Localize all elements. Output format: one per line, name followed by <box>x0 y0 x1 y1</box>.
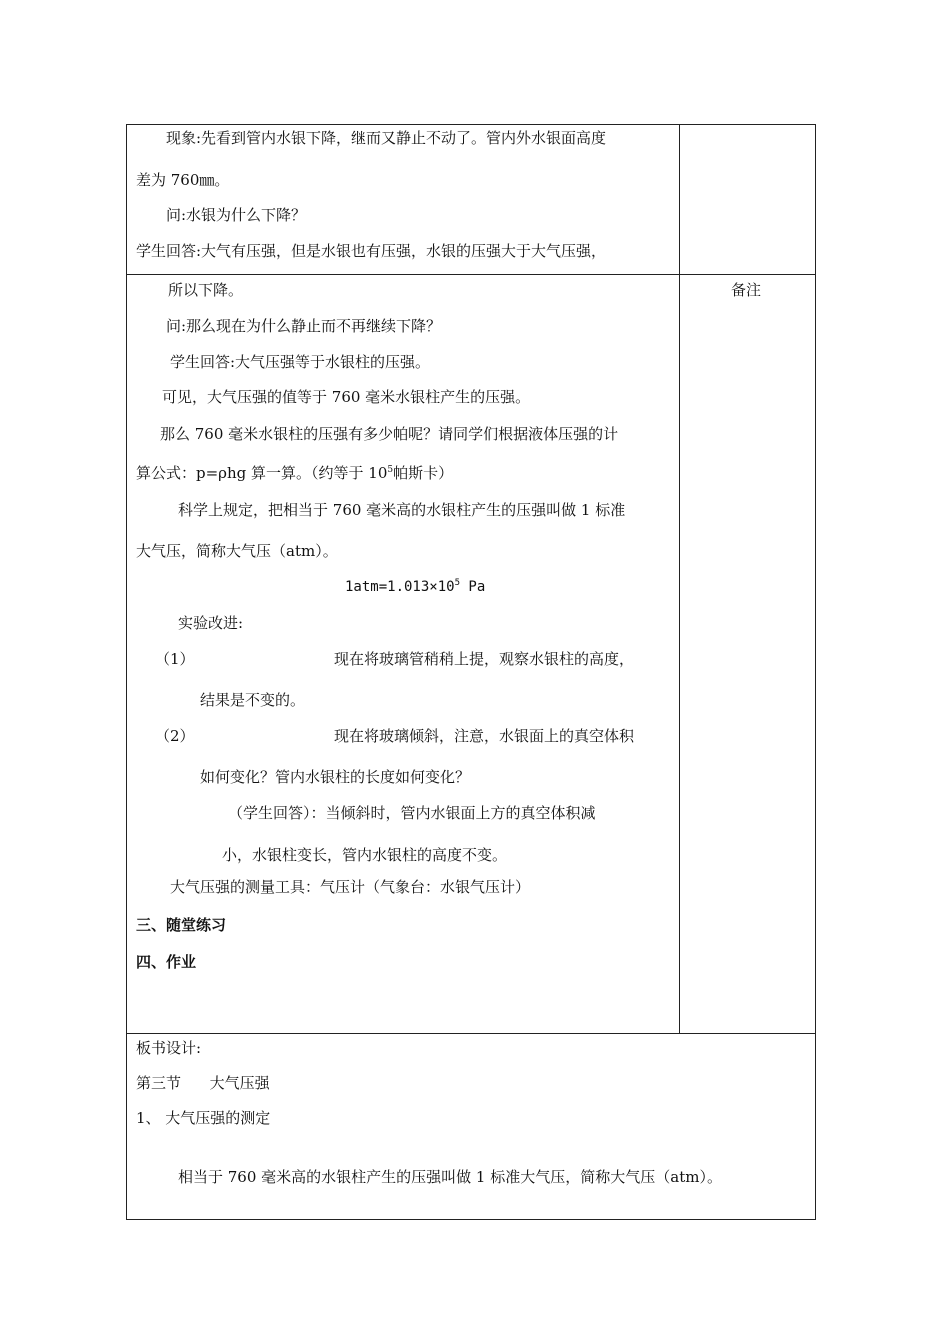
standard-definition: 科学上规定，把相当于 760 毫米高的水银柱产生的压强叫做 1 标准 <box>178 501 626 519</box>
row-divider-2 <box>126 1033 816 1034</box>
height-difference-text: 差为 760㎜。 <box>136 171 230 189</box>
column-divider <box>679 124 680 1034</box>
table-border-top <box>126 124 816 125</box>
question-why-static: 问:那么现在为什么静止而不再继续下降？ <box>166 317 442 335</box>
measurement-tool: 大气压强的测量工具：气压计（气象台：水银气压计） <box>170 878 531 896</box>
step-1-text: 现在将玻璃管稍稍上提，观察水银柱的高度， <box>334 650 635 668</box>
therefore-drop: 所以下降。 <box>168 281 244 299</box>
student-answer-2: 学生回答:大气压强等于水银柱的压强。 <box>170 353 431 371</box>
atm-definition: 大气压，简称大气压（atm）。 <box>136 542 338 560</box>
step-2-student-answer: （学生回答）：当倾斜时，管内水银面上方的真空体积减 <box>228 804 596 822</box>
question-why-drop: 问:水银为什么下降？ <box>166 206 307 224</box>
board-section-title: 第三节 大气压强 <box>136 1074 270 1092</box>
experiment-improve: 实验改进: <box>178 614 244 632</box>
section-practice-heading: 三、随堂练习 <box>136 916 227 934</box>
step-1-result: 结果是不变的。 <box>200 691 306 709</box>
step-2-answer-cont: 小，水银柱变长，管内水银柱的高度不变。 <box>222 846 508 864</box>
table-border-bottom <box>126 1219 816 1220</box>
remark-label: 备注 <box>731 281 762 299</box>
conclusion-text: 可见，大气压强的值等于 760 毫米水银柱产生的压强。 <box>162 388 531 406</box>
phenomenon-text: 现象:先看到管内水银下降，继而又静止不动了。管内外水银面高度 <box>166 129 607 147</box>
step-2-question: 如何变化？管内水银柱的长度如何变化？ <box>200 768 471 786</box>
atm-formula: $1atm=1.013\times 10^5$ Pa <box>345 578 486 595</box>
board-design-title: 板书设计: <box>136 1039 202 1057</box>
formula-instruction: 算公式：p=ρhg 算一算。（约等于 $10^5$帕斯卡） <box>136 464 454 482</box>
step-1-number: （1） <box>155 650 195 668</box>
question-pascal: 那么 760 毫米水银柱的压强有多少帕呢？请同学们根据液体压强的计 <box>160 425 619 443</box>
step-2-text: 现在将玻璃倾斜，注意，水银面上的真空体积 <box>334 727 635 745</box>
table-border-right <box>815 124 816 1220</box>
student-answer-1: 学生回答:大气有压强，但是水银也有压强，水银的压强大于大气压强， <box>136 242 607 260</box>
board-item-1: 1、 大气压强的测定 <box>136 1109 271 1127</box>
board-definition: 相当于 760 毫米高的水银柱产生的压强叫做 1 标准大气压，简称大气压（atm）。 <box>178 1168 722 1186</box>
section-homework-heading: 四、作业 <box>136 953 197 971</box>
table-border-left <box>126 124 127 1220</box>
row-divider-1 <box>126 274 816 275</box>
step-2-number: （2） <box>155 727 195 745</box>
